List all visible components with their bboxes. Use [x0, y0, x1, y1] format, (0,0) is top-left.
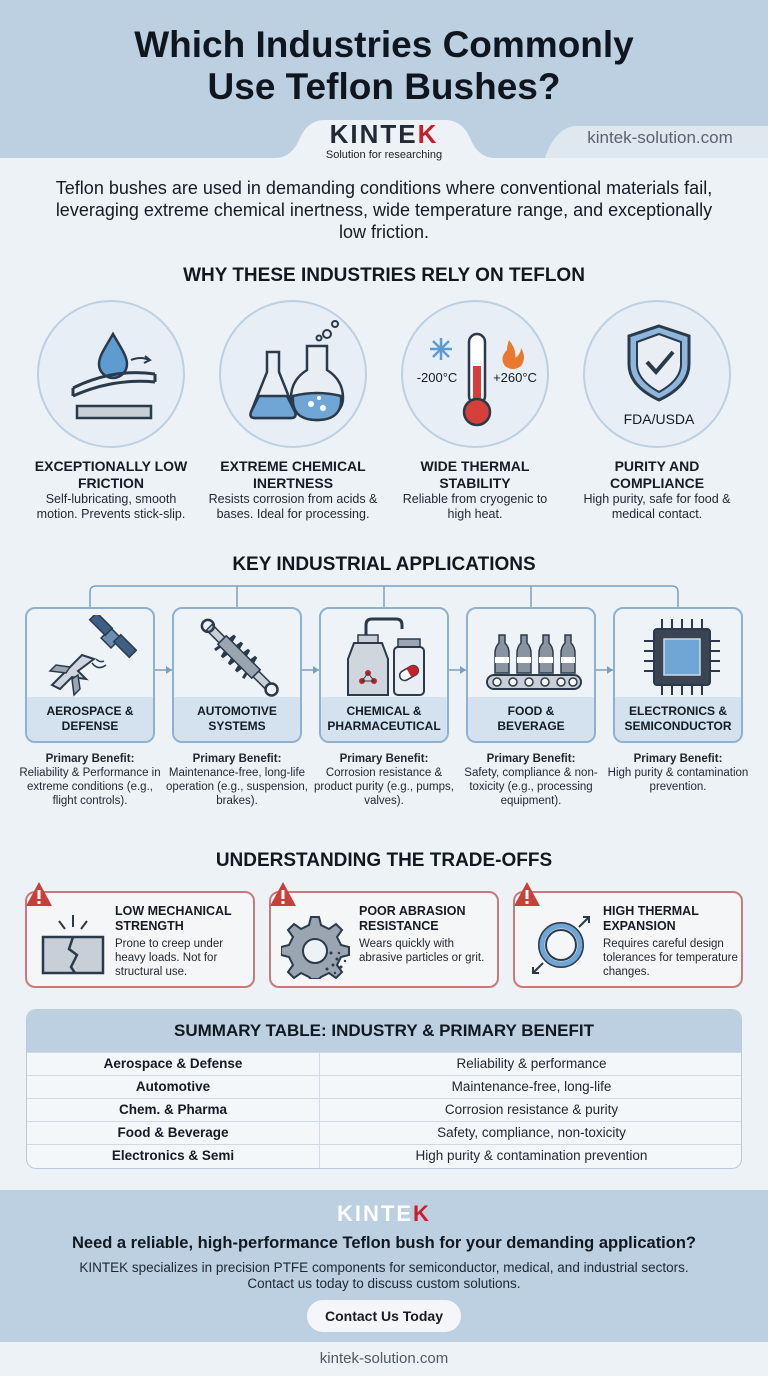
- footer-text: KINTEK specializes in precision PTFE components for semiconductor, medical, and industrial sectors. Contact us today to discuss custom solutions.: [79, 1260, 689, 1291]
- tradeoff-card-abrasion: [269, 891, 499, 988]
- title-line-1: Which Industries Commonly: [134, 24, 634, 65]
- warning-icon: [269, 881, 297, 907]
- table-row: [27, 1052, 741, 1075]
- logo-tagline: Solution for researching: [325, 149, 443, 161]
- app-label-automotive: AUTOMOTIVE SYSTEMS: [174, 697, 300, 741]
- table-cell-benefit: High purity & contamination prevention: [415, 1148, 648, 1163]
- kintek-logo: KINTEK Solution for researching: [300, 120, 468, 162]
- contact-us-button[interactable]: Contact Us Today: [307, 1300, 461, 1332]
- table-cell-benefit: Reliability & performance: [456, 1056, 607, 1071]
- table-row: [27, 1121, 741, 1144]
- footer-kintek-logo: KINTEK: [337, 1201, 431, 1226]
- tradeoff-title-expansion: HIGH THERMAL EXPANSION: [603, 904, 699, 933]
- table-cell-industry: Automotive: [27, 1076, 320, 1099]
- hot-temp-label: +260°C: [493, 370, 537, 385]
- title-line-2: Use Teflon Bushes?: [207, 66, 561, 107]
- why-title-friction: EXCEPTIONALLY LOW FRICTION: [34, 458, 188, 491]
- warning-icon: [513, 881, 541, 907]
- why-heading: WHY THESE INDUSTRIES RELY ON TEFLON: [183, 265, 585, 286]
- shock-absorber-icon: [189, 615, 289, 699]
- app-benefit-automotive: Primary Benefit: Maintenance-free, long-life operation (e.g., suspension, brakes).: [166, 753, 308, 807]
- why-desc-purity: High purity, safe for food & medical contact.: [583, 492, 731, 521]
- app-label-food: FOOD & BEVERAGE: [468, 697, 594, 741]
- applications-heading: KEY INDUSTRIAL APPLICATIONS: [232, 554, 536, 575]
- footer-banner: [0, 1190, 768, 1342]
- cracked-block-icon: [37, 909, 109, 979]
- app-benefit-food: Primary Benefit: Safety, compliance & non-toxicity (e.g., processing equipment).: [464, 753, 598, 807]
- chemical-tank-icon: [336, 615, 436, 699]
- intro-text: Teflon bushes are used in demanding conditions where conventional materials fail, leveraging extreme chemical inertness, wide temperature range, and exceptionally low friction.: [55, 178, 713, 242]
- table-cell-benefit: Safety, compliance, non-toxicity: [437, 1125, 626, 1140]
- tradeoff-card-strength: [25, 891, 255, 988]
- water-drop-icon: [53, 316, 173, 436]
- table-cell-benefit: Maintenance-free, long-life: [451, 1079, 612, 1094]
- warning-icon: [25, 881, 53, 907]
- table-row: [27, 1075, 741, 1098]
- summary-table: [26, 1009, 742, 1169]
- table-cell-industry: Aerospace & Defense: [27, 1053, 320, 1076]
- why-icon-circle-friction: [37, 300, 185, 448]
- tradeoff-desc-abrasion: Wears quickly with abrasive particles or grit.: [359, 938, 485, 964]
- why-icon-circle-chemical: [219, 300, 367, 448]
- tradeoff-desc-strength: Prone to creep under heavy loads. Not for structural use.: [115, 938, 224, 978]
- bottle-conveyor-icon: [483, 615, 583, 699]
- chip-icon: [630, 615, 730, 699]
- app-card-food: [466, 607, 596, 743]
- gear-wear-icon: [281, 909, 353, 979]
- tradeoffs-heading: UNDERSTANDING THE TRADE-OFFS: [215, 850, 553, 871]
- page-title: [20, 24, 748, 108]
- table-cell-industry: Food & Beverage: [27, 1122, 320, 1145]
- fda-usda-badge: FDA/USDA: [623, 411, 695, 427]
- website-link-bottom[interactable]: kintek-solution.com: [319, 1350, 449, 1367]
- tradeoff-desc-expansion: Requires careful design tolerances for temperature changes.: [603, 938, 738, 978]
- tradeoff-title-strength: LOW MECHANICAL STRENGTH: [115, 904, 232, 933]
- app-card-automotive: [172, 607, 302, 743]
- cold-temp-label: -200°C: [417, 370, 458, 385]
- app-card-electronics: [613, 607, 743, 743]
- table-cell-industry: Electronics & Semi: [27, 1145, 320, 1168]
- app-benefit-electronics: Primary Benefit: High purity & contamination prevention.: [607, 753, 749, 793]
- app-benefit-chemical: Primary Benefit: Corrosion resistance & product purity (e.g., pumps, valves).: [314, 753, 454, 807]
- why-icon-circle-purity: [583, 300, 731, 448]
- why-title-chemical: EXTREME CHEMICAL INERTNESS: [220, 458, 366, 491]
- why-desc-friction: Self-lubricating, smooth motion. Prevents stick-slip.: [36, 492, 186, 521]
- jet-satellite-icon: [42, 615, 142, 699]
- why-title-purity: PURITY AND COMPLIANCE: [609, 458, 705, 491]
- shield-check-icon: [599, 316, 719, 436]
- app-label-electronics: ELECTRONICS & SEMICONDUCTOR: [615, 697, 741, 741]
- app-card-aerospace: [25, 607, 155, 743]
- thermometer-icon: [417, 316, 537, 436]
- table-cell-industry: Chem. & Pharma: [27, 1099, 320, 1122]
- app-benefit-aerospace: Primary Benefit: Reliability & Performance in extreme conditions (e.g., flight controls).: [19, 753, 161, 807]
- why-icon-circle-thermal: [401, 300, 549, 448]
- why-title-thermal: WIDE THERMAL STABILITY: [420, 458, 530, 491]
- flask-icon: [235, 316, 355, 436]
- why-desc-thermal: Reliable from cryogenic to high heat.: [402, 492, 548, 521]
- table-row: [27, 1144, 741, 1167]
- table-row: [27, 1098, 741, 1121]
- why-desc-chemical: Resists corrosion from acids & bases. Ideal for processing.: [208, 492, 378, 521]
- app-label-chemical: CHEMICAL & PHARMACEUTICAL: [321, 697, 447, 741]
- app-card-chemical: [319, 607, 449, 743]
- tradeoff-card-expansion: [513, 891, 743, 988]
- website-link-top[interactable]: kintek-solution.com: [587, 128, 733, 147]
- tradeoff-title-abrasion: POOR ABRASION RESISTANCE: [359, 904, 466, 933]
- expansion-ring-icon: [525, 909, 597, 979]
- table-cell-benefit: Corrosion resistance & purity: [444, 1102, 619, 1117]
- summary-table-heading: SUMMARY TABLE: INDUSTRY & PRIMARY BENEFIT: [27, 1010, 741, 1052]
- app-label-aerospace: AEROSPACE & DEFENSE: [27, 697, 153, 741]
- footer-headline: Need a reliable, high-performance Teflon bush for your demanding application?: [71, 1234, 697, 1252]
